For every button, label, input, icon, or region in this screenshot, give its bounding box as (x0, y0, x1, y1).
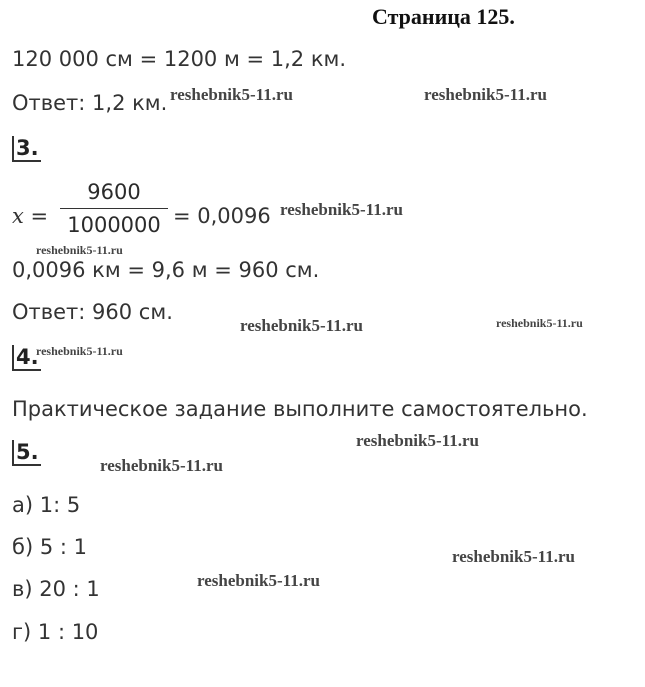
watermark: reshebnik5-11.ru (36, 243, 123, 257)
answer-v: в) 20 : 1 (12, 577, 100, 601)
line-conversion-1: 120 000 см = 1200 м = 1,2 км. (12, 47, 347, 71)
watermark: reshebnik5-11.ru (356, 431, 479, 450)
watermark: reshebnik5-11.ru (170, 85, 293, 104)
formula-denominator: 1000000 (67, 213, 161, 237)
formula-numerator: 9600 (87, 180, 141, 204)
task-number-3: 3. (12, 136, 41, 162)
page-title: Страница 125. (372, 4, 515, 29)
task-4-text: Практическое задание выполните самостоятельно. (12, 397, 588, 421)
task-number-5: 5. (12, 440, 41, 466)
answer-2: Ответ: 960 см. (12, 300, 173, 324)
fraction-bar (60, 208, 168, 209)
task-number-4: 4. (12, 345, 41, 371)
watermark: reshebnik5-11.ru (496, 316, 583, 330)
watermark: reshebnik5-11.ru (280, 200, 403, 219)
watermark: reshebnik5-11.ru (197, 571, 320, 590)
formula-variable (12, 203, 48, 229)
answer-1: Ответ: 1,2 км. (12, 91, 168, 115)
watermark: reshebnik5-11.ru (452, 547, 575, 566)
watermark: reshebnik5-11.ru (36, 344, 123, 358)
formula-fraction (60, 180, 168, 237)
formula-result: = 0,0096 (173, 204, 271, 228)
formula-equals: = (30, 204, 49, 228)
watermark: reshebnik5-11.ru (424, 85, 547, 104)
answer-b: б) 5 : 1 (12, 535, 87, 559)
answer-a: а) 1: 5 (12, 493, 81, 517)
watermark: reshebnik5-11.ru (240, 316, 363, 335)
line-conversion-2: 0,0096 км = 9,6 м = 960 см. (12, 258, 320, 282)
watermark: reshebnik5-11.ru (100, 456, 223, 475)
answer-g: г) 1 : 10 (12, 620, 99, 644)
formula-x: x (12, 204, 24, 228)
